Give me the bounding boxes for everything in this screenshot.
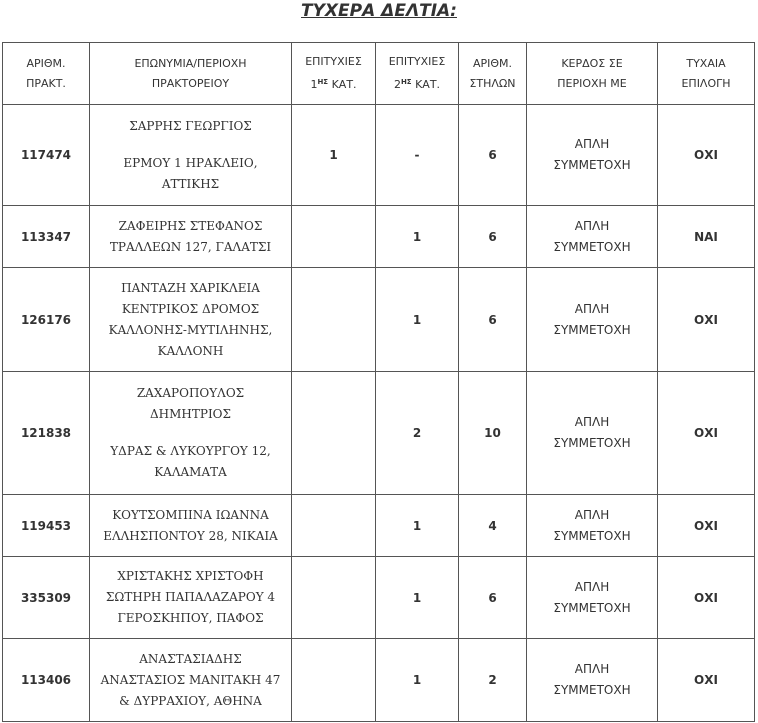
second-category-wins-cell: 2 xyxy=(376,372,459,495)
first-category-wins-cell xyxy=(292,268,376,372)
table-header-row xyxy=(3,43,755,105)
agency-number-cell: 113406 xyxy=(3,639,90,722)
columns-count-cell: 6 xyxy=(459,557,527,639)
agency-number-cell: 117474 xyxy=(3,105,90,206)
columns-count-cell: 6 xyxy=(459,268,527,372)
table-row xyxy=(3,268,755,372)
agency-name-cell: ΖΑΦΕΙΡΗΣ ΣΤΕΦΑΝΟΣ ΤΡΑΛΛΕΩΝ 127, ΓΑΛΑΤΣΙ xyxy=(90,206,292,268)
table-row xyxy=(3,495,755,557)
columns-count-cell: 10 xyxy=(459,372,527,495)
header-second-category-wins: ΕΠΙΤΥΧΙΕΣ $2^{H\Sigma}$ ΚΑΤ. xyxy=(376,43,459,105)
agency-name-cell: ΧΡΙΣΤΑΚΗΣ ΧΡΙΣΤΟΦΗ ΣΩΤΗΡΗ ΠΑΠΑΛΑΖΑΡΟΥ 4 ΓΕΡΟΣΚΗΠΟΥ, ΠΑΦΟΣ xyxy=(90,557,292,639)
agency-number-cell: 121838 xyxy=(3,372,90,495)
random-pick-cell: ΝΑΙ xyxy=(658,206,755,268)
agency-name-cell: ΑΝΑΣΤΑΣΙΑΔΗΣ ΑΝΑΣΤΑΣΙΟΣ ΜΑΝΙΤΑΚΗ 47 & ΔΥΡΡΑΧΙΟΥ, ΑΘΗΝΑ xyxy=(90,639,292,722)
second-category-wins-cell: 1 xyxy=(376,639,459,722)
second-category-wins-cell: - xyxy=(376,105,459,206)
gain-area-cell: ΑΠΛΗ ΣΥΜΜΕΤΟΧΗ xyxy=(527,495,658,557)
header-random-pick: ΤΥΧΑΙΑ ΕΠΙΛΟΓΗ xyxy=(658,43,755,105)
agency-number-cell: 119453 xyxy=(3,495,90,557)
columns-count-cell: 2 xyxy=(459,639,527,722)
gain-area-cell: ΑΠΛΗ ΣΥΜΜΕΤΟΧΗ xyxy=(527,268,658,372)
header-agency-number: ΑΡΙΘΜ. ΠΡΑΚΤ. xyxy=(3,43,90,105)
table-row xyxy=(3,206,755,268)
agency-name-cell: ΣΑΡΡΗΣ ΓΕΩΡΓΙΟΣ ΕΡΜΟΥ 1 ΗΡΑΚΛΕΙΟ, ΑΤΤΙΚΗΣ xyxy=(90,105,292,206)
table-row xyxy=(3,557,755,639)
agency-number-cell: 335309 xyxy=(3,557,90,639)
header-agency-name: ΕΠΩΝΥΜΙΑ/ΠΕΡΙΟΧΗ ΠΡΑΚΤΟΡΕΙΟΥ xyxy=(90,43,292,105)
agency-name-cell: ΖΑΧΑΡΟΠΟΥΛΟΣ ΔΗΜΗΤΡΙΟΣ ΥΔΡΑΣ & ΛΥΚΟΥΡΓΟΥ 12, ΚΑΛΑΜΑΤΑ xyxy=(90,372,292,495)
second-category-wins-cell: 1 xyxy=(376,495,459,557)
header-columns-count: ΑΡΙΘΜ. ΣΤΗΛΩΝ xyxy=(459,43,527,105)
random-pick-cell: ΟΧΙ xyxy=(658,372,755,495)
winning-tickets-table xyxy=(2,42,755,722)
gain-area-cell: ΑΠΛΗ ΣΥΜΜΕΤΟΧΗ xyxy=(527,206,658,268)
first-category-wins-cell xyxy=(292,557,376,639)
random-pick-cell: ΟΧΙ xyxy=(658,639,755,722)
agency-number-cell: 126176 xyxy=(3,268,90,372)
table-row xyxy=(3,105,755,206)
columns-count-cell: 4 xyxy=(459,495,527,557)
first-category-wins-cell xyxy=(292,372,376,495)
agency-name-cell: ΚΟΥΤΣΟΜΠΙΝΑ ΙΩΑΝΝΑ ΕΛΛΗΣΠΟΝΤΟΥ 28, ΝΙΚΑΙΑ xyxy=(90,495,292,557)
gain-area-cell: ΑΠΛΗ ΣΥΜΜΕΤΟΧΗ xyxy=(527,639,658,722)
table-row xyxy=(3,372,755,495)
columns-count-cell: 6 xyxy=(459,206,527,268)
gain-area-cell: ΑΠΛΗ ΣΥΜΜΕΤΟΧΗ xyxy=(527,372,658,495)
page-title: ΤΥΧΕΡΑ ΔΕΛΤΙΑ: xyxy=(301,1,457,21)
agency-name-cell: ΠΑΝΤΑΖΗ ΧΑΡΙΚΛΕΙΑ ΚΕΝΤΡΙΚΟΣ ΔΡΟΜΟΣ ΚΑΛΛΟΝΗΣ-ΜΥΤΙΛΗΝΗΣ, ΚΑΛΛΟΝΗ xyxy=(90,268,292,372)
random-pick-cell: ΟΧΙ xyxy=(658,557,755,639)
gain-area-cell: ΑΠΛΗ ΣΥΜΜΕΤΟΧΗ xyxy=(527,557,658,639)
second-category-wins-cell: 1 xyxy=(376,268,459,372)
columns-count-cell: 6 xyxy=(459,105,527,206)
random-pick-cell: ΟΧΙ xyxy=(658,495,755,557)
random-pick-cell: ΟΧΙ xyxy=(658,105,755,206)
agency-number-cell: 113347 xyxy=(3,206,90,268)
second-category-wins-cell: 1 xyxy=(376,557,459,639)
second-category-wins-cell: 1 xyxy=(376,206,459,268)
random-pick-cell: ΟΧΙ xyxy=(658,268,755,372)
first-category-wins-cell xyxy=(292,206,376,268)
first-category-wins-cell: 1 xyxy=(292,105,376,206)
first-category-wins-cell xyxy=(292,639,376,722)
gain-area-cell: ΑΠΛΗ ΣΥΜΜΕΤΟΧΗ xyxy=(527,105,658,206)
header-gain-area: ΚΕΡΔΟΣ ΣΕ ΠΕΡΙΟΧΗ ΜΕ xyxy=(527,43,658,105)
header-first-category-wins: ΕΠΙΤΥΧΙΕΣ $1^{H\Sigma}$ ΚΑΤ. xyxy=(292,43,376,105)
table-row xyxy=(3,639,755,722)
first-category-wins-cell xyxy=(292,495,376,557)
